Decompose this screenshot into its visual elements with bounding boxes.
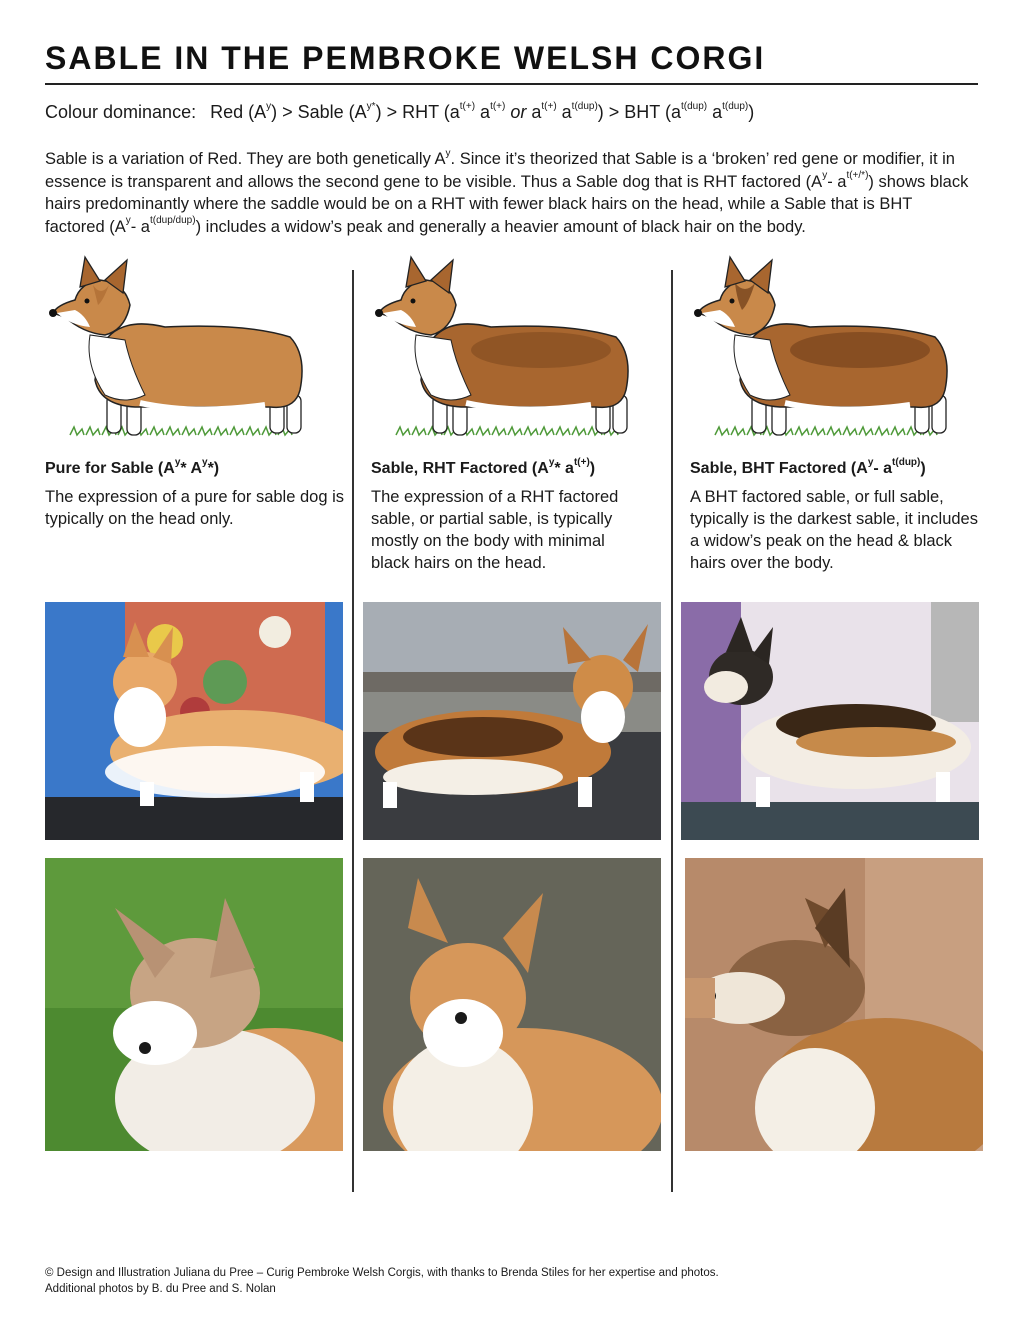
photo-rht-sable-head (363, 858, 661, 1151)
credits (45, 1265, 985, 1297)
intro-paragraph: Sable is a variation of Red. They are both genetically $A^y$. Since it’s theorized that Sable is a ‘broken’ red gene or modifier, it in essence is transparent and allows the second gene to be visible. Thus a Sable dog that is RHT factored ($A^y-$ $a^{t(+/*)}$) shows black hairs predominantly where the saddle would be on a RHT with fewer black hairs on the head, while a Sable that is BHT factored ($A^y-$ $a^{t(dup/dup)}$) includes a widow’s peak and generally a heavier amount of black hair on the body. (45, 147, 969, 236)
column-heading: Pure for Sable ($A^y*$ $A^y*$) (45, 456, 220, 477)
column-heading: Sable, RHT Factored ($A^y*$ $a^{t(+)}$) (371, 456, 596, 477)
credits-line-2: Additional photos by B. du Pree and S. Nolan (45, 1283, 276, 1295)
column-rht-sable (371, 255, 671, 574)
title-divider (45, 83, 978, 85)
colour-dominance-line (45, 102, 754, 123)
column-description: A BHT factored sable, or full sable, typically is the darkest sable, it includes a widow’s peak on the head & black hairs over the body. (690, 488, 978, 572)
corgi-illustration-bht (690, 255, 955, 440)
column-divider-1 (352, 270, 354, 1192)
credits-line-1: © Design and Illustration Juliana du Pree – Curig Pembroke Welsh Corgis, with thanks to Brenda Stiles for her expertise and photos. (45, 1267, 719, 1279)
photo-pure-sable-standing (45, 602, 343, 840)
page-title: SABLE IN THE PEMBROKE WELSH CORGI (45, 40, 766, 76)
photo-pure-sable-head (45, 858, 343, 1151)
photo-bht-sable-head (685, 858, 983, 1151)
photo-bht-sable-standing (681, 602, 979, 840)
corgi-illustration-rht (371, 255, 636, 440)
column-pure-sable (45, 255, 345, 530)
column-bht-sable (690, 255, 990, 574)
photo-rht-sable-standing (363, 602, 661, 840)
dominance-label: Colour dominance: (45, 102, 197, 122)
column-description: The expression of a RHT factored sable, or partial sable, is typically mostly on the body with minimal black hairs on the head. (371, 488, 619, 572)
column-divider-2 (671, 270, 673, 1192)
dominance-text: Red $(A^y)$ > Sable $(A^{y*})$ > RHT ($a^{t(+)}$ $a^{t(+)}$ or $a^{t(+)}$ $a^{t(dup)}$) > BHT ($a^{t(dup)}$ $a^{t(dup)}$) (210, 101, 755, 122)
column-description: The expression of a pure for sable dog is typically on the head only. (45, 488, 345, 528)
corgi-illustration-pure (45, 255, 310, 440)
column-heading: Sable, BHT Factored ($A^y-$ $a^{t(dup)}$) (690, 456, 926, 477)
